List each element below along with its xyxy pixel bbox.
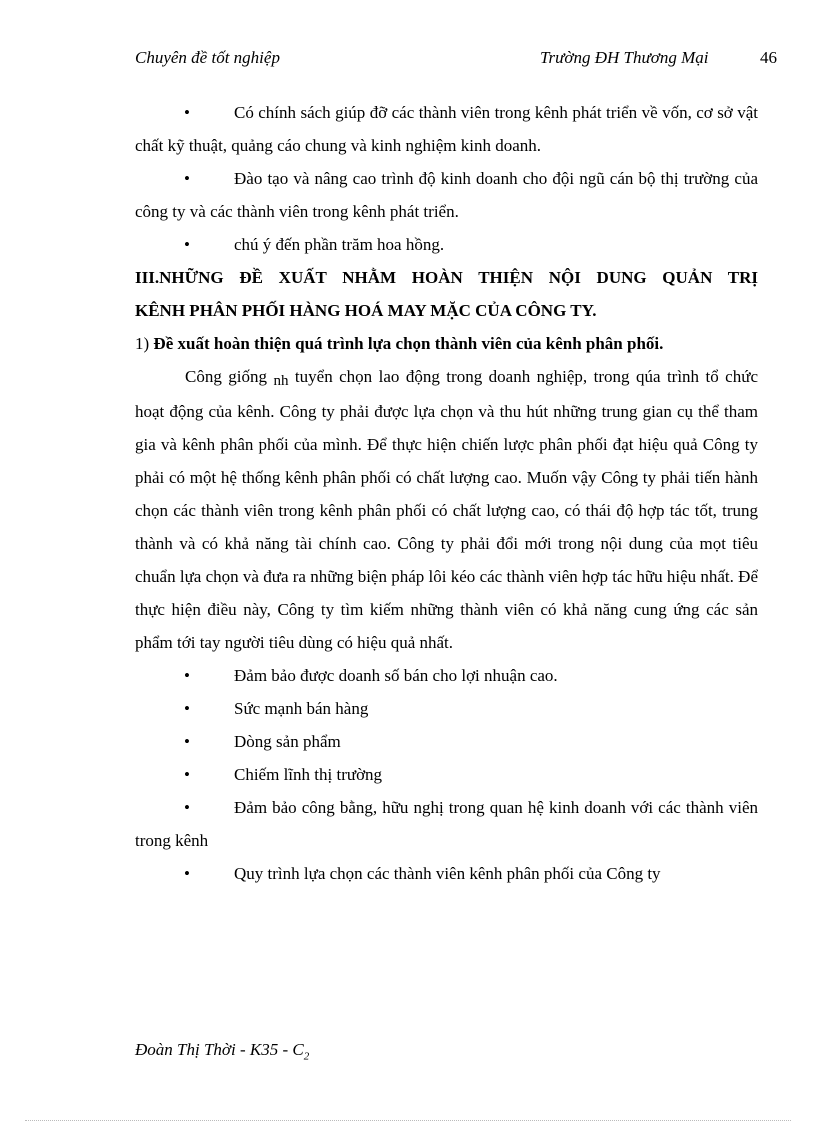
page-number: 46 (760, 48, 777, 67)
list-item (135, 96, 758, 162)
body-text-start: Công giống (185, 367, 274, 386)
list-item (135, 758, 758, 791)
list-item-text: Đào tạo và nâng cao trình độ kinh doanh cho đội ngũ cán bộ thị trường của công ty và các thành viên trong kênh phát triển. (135, 169, 758, 221)
list-item (135, 162, 758, 228)
bullet-marker: • (184, 699, 190, 718)
body-text-rest: tuyển chọn lao động trong doanh nghiệp, trong qúa trình tổ chức hoạt động của kênh. Công ty phải được lựa chọn và thu hút những trung gian cụ thể tham gia và kênh phân phối của mình. Để thực hiện chiến lược phân phối đạt hiệu quả Công ty phải có một hệ thống kênh phân phối có chất lượng cao. Muốn vậy Công ty phải tiến hành chọn các thành viên trong kênh phân phối có chất lượng cao, có thái độ hợp tác tốt, trung thành và có khả năng tài chính cao. Công ty phải đổi mới trong nội dung của mọt tiêu chuẩn lựa chọn và đưa ra những biện pháp lôi kéo các thành viên hợp tác hữu hiệu nhất. Để thực hiện điều này, Công ty tìm kiếm những thành viên có khả năng cung ứng các sản phẩm tới tay người tiêu dùng có hiệu quả nhất. (135, 367, 758, 652)
list-item (135, 228, 758, 261)
list-item (135, 659, 758, 692)
list-item (135, 791, 758, 857)
bullet-marker: • (184, 235, 190, 254)
body-paragraph (135, 360, 758, 659)
body-text-fragment: nh (273, 373, 289, 389)
list-item-text: Dòng sản phẩm (234, 732, 341, 751)
footer-author (135, 1040, 309, 1062)
list-item-text: Chiếm lĩnh thị trường (234, 765, 383, 784)
list-item (135, 725, 758, 758)
bullet-marker: • (184, 103, 190, 122)
list-item-text: Sức mạnh bán hàng (234, 699, 369, 718)
header-left: Chuyên đề tốt nghiệp (135, 48, 280, 67)
list-item-text: Đảm bảo được doanh số bán cho lợi nhuận cao. (234, 666, 558, 685)
subsection-title (135, 327, 758, 360)
subsection-number: 1) (135, 334, 154, 353)
page-bottom-divider (25, 1120, 791, 1121)
page-body (135, 96, 758, 890)
list-item-text: Đảm bảo công bằng, hữu nghị trong quan hệ kinh doanh với các thành viên trong kênh (135, 798, 758, 850)
list-item-text: Quy trình lựa chọn các thành viên kênh phân phối của Công ty (234, 864, 661, 883)
bullet-marker: • (184, 765, 190, 784)
subsection-title-text: Đề xuất hoàn thiện quá trình lựa chọn thành viên của kênh phân phối. (153, 334, 664, 353)
header-right: Trường ĐH Thương Mại (540, 48, 709, 67)
list-item-text: Có chính sách giúp đỡ các thành viên trong kênh phát triển về vốn, cơ sở vật chất kỹ thuật, quảng cáo chung và kinh nghiệm kinh doanh. (135, 103, 758, 155)
bullet-marker: • (184, 732, 190, 751)
footer-text: Đoàn Thị Thời - K35 - C (135, 1040, 304, 1059)
section-heading-line2: KÊNH PHÂN PHỐI HÀNG HOÁ MAY MẶC CỦA CÔNG TY. (135, 301, 597, 320)
list-item (135, 692, 758, 725)
section-heading-line1: III.NHỮNG ĐỀ XUẤT NHẰM HOÀN THIỆN NỘI DUNG QUẢN TRỊ (135, 268, 758, 287)
bullet-marker: • (184, 864, 190, 883)
list-item (135, 857, 758, 890)
footer-subscript: 2 (303, 1050, 310, 1063)
bullet-marker: • (184, 169, 190, 188)
list-item-text: chú ý đến phần trăm hoa hồng. (234, 235, 445, 254)
bullet-marker: • (184, 666, 190, 685)
bullet-marker: • (184, 798, 190, 817)
